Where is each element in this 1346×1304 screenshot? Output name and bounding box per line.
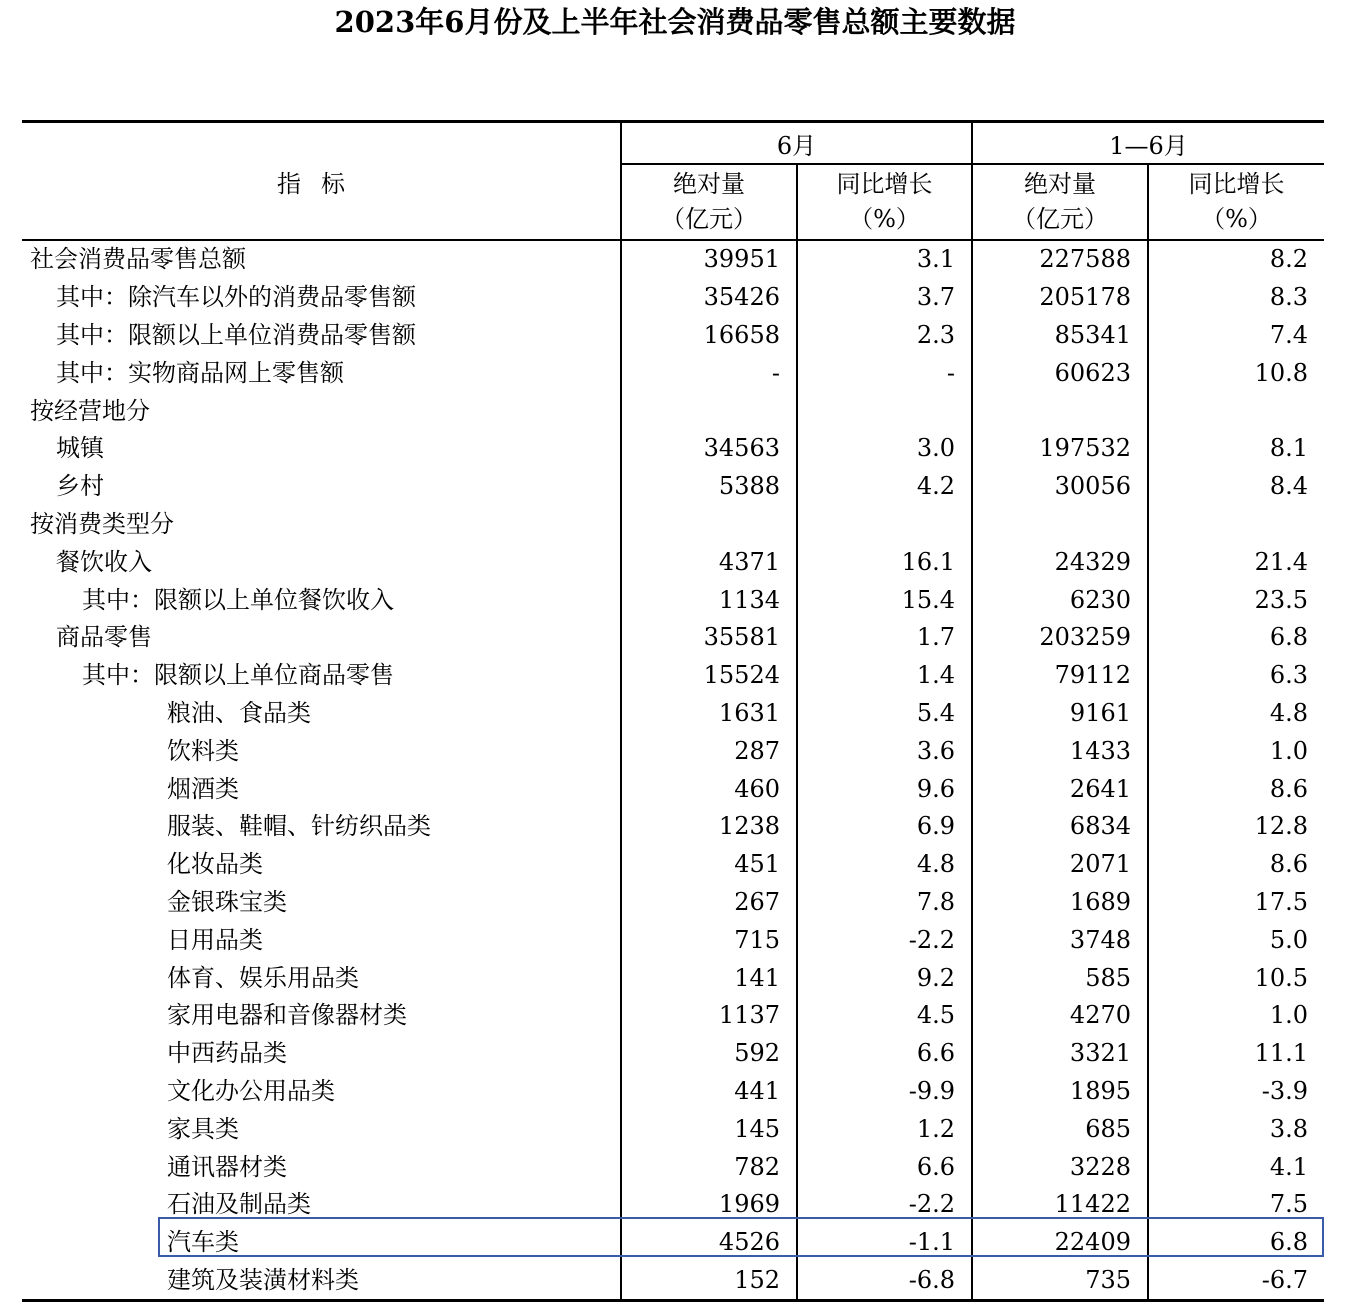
june-abs-cell: 35426: [621, 279, 797, 317]
row-indicator-name: 社会消费品零售总额: [22, 240, 621, 279]
june-abs-cell: 39951: [621, 240, 797, 279]
table-row: [22, 619, 1324, 657]
h1-abs-cell: 3228: [972, 1148, 1148, 1186]
june-yoy-cell: -2.2: [797, 1186, 972, 1224]
june-abs-cell: 782: [621, 1148, 797, 1186]
h1-abs-cell: 2071: [972, 846, 1148, 884]
table-row: [22, 354, 1324, 392]
h1-abs-cell: 30056: [972, 468, 1148, 506]
h1-abs-cell: 79112: [972, 657, 1148, 695]
row-indicator-name: 其中：限额以上单位餐饮收入: [22, 581, 621, 619]
yoy-unit: （%）: [849, 205, 920, 233]
h1-group-header: 1—6月: [972, 122, 1324, 165]
table-row: [22, 884, 1324, 922]
row-indicator-name: 城镇: [22, 430, 621, 468]
june-yoy-cell: 9.6: [797, 770, 972, 808]
h1-abs-cell: 6834: [972, 808, 1148, 846]
june-abs-cell: 441: [621, 1073, 797, 1111]
h1-abs-cell: 1895: [972, 1073, 1148, 1111]
june-abs-cell: 451: [621, 846, 797, 884]
table-row: [22, 392, 1324, 430]
june-abs-cell: 287: [621, 732, 797, 770]
table-row: [22, 657, 1324, 695]
h1-yoy-cell: 8.4: [1269, 472, 1309, 501]
june-yoy-cell: 1.4: [797, 657, 972, 695]
table-row: [22, 430, 1324, 468]
h1-abs-cell: 205178: [972, 279, 1148, 317]
june-group-header: 6月: [621, 122, 972, 165]
june-yoy-cell: -2.2: [797, 921, 972, 959]
june-yoy-cell: 4.5: [797, 997, 972, 1035]
table-row: [22, 1035, 1324, 1073]
row-indicator-name: 化妆品类: [22, 846, 621, 884]
h1-yoy-cell: 3.8: [1269, 1114, 1309, 1143]
h1-abs-cell: 197532: [972, 430, 1148, 468]
h1-yoy-cell: 17.5: [1254, 887, 1309, 916]
table-row: [22, 959, 1324, 997]
table-row: [22, 543, 1324, 581]
h1-abs-cell: 585: [972, 959, 1148, 997]
abs-unit: （亿元）: [661, 205, 757, 233]
june-yoy-cell: 7.8: [797, 884, 972, 922]
h1-abs-cell: 3321: [972, 1035, 1148, 1073]
june-yoy-cell: -1.1: [797, 1224, 972, 1262]
row-indicator-name: 家具类: [22, 1110, 621, 1148]
h1-abs-header: [972, 164, 1148, 240]
june-yoy-cell: 3.6: [797, 732, 972, 770]
h1-abs-cell: 60623: [972, 354, 1148, 392]
page-title: 2023年6月份及上半年社会消费品零售总额主要数据: [334, 5, 1016, 39]
h1-abs-cell: 1433: [972, 732, 1148, 770]
h1-yoy-cell: 8.6: [1269, 774, 1309, 803]
june-yoy-cell: 6.6: [797, 1148, 972, 1186]
table-body: [22, 240, 1324, 1301]
row-indicator-name: 其中：限额以上单位商品零售: [22, 657, 621, 695]
row-indicator-name: 石油及制品类: [22, 1186, 621, 1224]
june-abs-header: [621, 164, 797, 240]
h1-yoy-cell: 8.1: [1269, 434, 1309, 463]
june-abs-cell: 1969: [621, 1186, 797, 1224]
june-yoy-cell: 3.0: [797, 430, 972, 468]
row-indicator-name: 粮油、食品类: [22, 695, 621, 733]
june-abs-cell: 1137: [621, 997, 797, 1035]
june-abs-cell: 460: [621, 770, 797, 808]
june-abs-cell: 34563: [621, 430, 797, 468]
june-yoy-cell: 4.2: [797, 468, 972, 506]
h1-abs-cell: [972, 392, 1148, 430]
retail-sales-table: [22, 120, 1324, 1302]
h1-abs-cell: 735: [972, 1262, 1148, 1301]
june-abs-cell: 16658: [621, 317, 797, 355]
table-row: [22, 1262, 1324, 1301]
h1-yoy-cell: [1148, 506, 1324, 544]
row-indicator-name: 其中：除汽车以外的消费品零售额: [22, 279, 621, 317]
june-abs-cell: 715: [621, 921, 797, 959]
table-row: [22, 317, 1324, 355]
h1-yoy-cell: 8.3: [1269, 283, 1309, 312]
row-indicator-name: 商品零售: [22, 619, 621, 657]
table-row: [22, 1148, 1324, 1186]
h1-abs-cell: 1689: [972, 884, 1148, 922]
june-abs-cell: 592: [621, 1035, 797, 1073]
table-row: [22, 732, 1324, 770]
table-row: [22, 581, 1324, 619]
h1-abs-cell: 227588: [972, 240, 1148, 279]
june-yoy-cell: -9.9: [797, 1073, 972, 1111]
h1-yoy-cell: 10.8: [1254, 358, 1309, 387]
row-indicator-name: 通讯器材类: [22, 1148, 621, 1186]
h1-abs-cell: 2641: [972, 770, 1148, 808]
june-abs-cell: 152: [621, 1262, 797, 1301]
row-indicator-name: 按消费类型分: [22, 506, 621, 544]
june-abs-cell: -: [621, 354, 797, 392]
h1-yoy-cell: 12.8: [1254, 812, 1309, 841]
june-yoy-cell: -: [797, 354, 972, 392]
row-indicator-name: 文化办公用品类: [22, 1073, 621, 1111]
h1-yoy-cell: 7.5: [1269, 1190, 1309, 1219]
h1-yoy-cell: 4.1: [1269, 1152, 1309, 1181]
h1-abs-cell: 11422: [972, 1186, 1148, 1224]
row-indicator-name: 体育、娱乐用品类: [22, 959, 621, 997]
june-abs-cell: [621, 392, 797, 430]
h1-yoy-cell: 6.8: [1269, 1228, 1309, 1257]
june-yoy-cell: 5.4: [797, 695, 972, 733]
yoy-label: 同比增长: [836, 170, 933, 198]
june-abs-cell: 5388: [621, 468, 797, 506]
june-yoy-cell: 15.4: [797, 581, 972, 619]
june-abs-cell: 4526: [621, 1224, 797, 1262]
table-header: [22, 122, 1324, 241]
june-yoy-cell: 6.9: [797, 808, 972, 846]
table-row: [22, 506, 1324, 544]
row-indicator-name: 日用品类: [22, 921, 621, 959]
row-indicator-name: 中西药品类: [22, 1035, 621, 1073]
h1-yoy-cell: 6.8: [1269, 623, 1309, 652]
h1-yoy-cell: 1.0: [1269, 736, 1309, 765]
june-yoy-header: [797, 164, 972, 240]
h1-yoy-cell: 21.4: [1254, 547, 1309, 576]
h1-yoy-cell: -6.7: [1148, 1262, 1324, 1301]
h1-yoy-header: [1148, 164, 1324, 240]
row-indicator-name: 按经营地分: [22, 392, 621, 430]
june-abs-cell: 141: [621, 959, 797, 997]
h1-abs-cell: 22409: [972, 1224, 1148, 1262]
june-yoy-cell: 4.8: [797, 846, 972, 884]
june-yoy-cell: 2.3: [797, 317, 972, 355]
june-abs-cell: 4371: [621, 543, 797, 581]
june-abs-cell: [621, 506, 797, 544]
june-yoy-cell: [797, 506, 972, 544]
row-indicator-name: 建筑及装潢材料类: [22, 1262, 621, 1301]
h1-yoy-cell: 4.8: [1269, 698, 1309, 727]
june-yoy-cell: 16.1: [797, 543, 972, 581]
june-abs-cell: 35581: [621, 619, 797, 657]
yoy-label: 同比增长: [1188, 170, 1285, 198]
table-row: [22, 1073, 1324, 1111]
h1-abs-cell: 4270: [972, 997, 1148, 1035]
row-indicator-name: 金银珠宝类: [22, 884, 621, 922]
table-row: [22, 1186, 1324, 1224]
row-indicator-name: 服装、鞋帽、针纺织品类: [22, 808, 621, 846]
h1-yoy-cell: [1148, 392, 1324, 430]
yoy-unit: （%）: [1201, 205, 1272, 233]
june-abs-cell: 1134: [621, 581, 797, 619]
row-indicator-name: 餐饮收入: [22, 543, 621, 581]
h1-yoy-cell: 11.1: [1254, 1039, 1309, 1068]
table-row: [22, 1110, 1324, 1148]
row-indicator-name: 其中：限额以上单位消费品零售额: [22, 317, 621, 355]
table-row: [22, 1224, 1324, 1262]
table-row: [22, 240, 1324, 279]
abs-unit: （亿元）: [1012, 205, 1108, 233]
row-indicator-name: 烟酒类: [22, 770, 621, 808]
row-indicator-name: 乡村: [22, 468, 621, 506]
row-indicator-name: 汽车类: [22, 1224, 621, 1262]
h1-abs-cell: 3748: [972, 921, 1148, 959]
h1-abs-cell: 6230: [972, 581, 1148, 619]
h1-yoy-cell: 1.0: [1269, 1001, 1309, 1030]
june-yoy-cell: [797, 392, 972, 430]
h1-abs-cell: 685: [972, 1110, 1148, 1148]
june-yoy-cell: 3.1: [797, 240, 972, 279]
row-indicator-name: 其中：实物商品网上零售额: [22, 354, 621, 392]
june-abs-cell: 145: [621, 1110, 797, 1148]
table-row: [22, 997, 1324, 1035]
june-yoy-cell: 1.7: [797, 619, 972, 657]
h1-abs-cell: 24329: [972, 543, 1148, 581]
h1-abs-cell: [972, 506, 1148, 544]
june-yoy-cell: 3.7: [797, 279, 972, 317]
h1-yoy-cell: 6.3: [1269, 661, 1309, 690]
june-abs-cell: 1238: [621, 808, 797, 846]
table-row: [22, 695, 1324, 733]
h1-abs-cell: 85341: [972, 317, 1148, 355]
june-abs-cell: 15524: [621, 657, 797, 695]
h1-yoy-cell: 5.0: [1269, 925, 1309, 954]
abs-label: 绝对量: [673, 170, 745, 198]
june-yoy-cell: -6.8: [797, 1262, 972, 1301]
h1-abs-cell: 203259: [972, 619, 1148, 657]
table-row: [22, 770, 1324, 808]
june-yoy-cell: 6.6: [797, 1035, 972, 1073]
row-indicator-name: 饮料类: [22, 732, 621, 770]
h1-yoy-cell: 8.6: [1269, 850, 1309, 879]
h1-yoy-cell: 8.2: [1269, 245, 1309, 274]
h1-yoy-cell: 7.4: [1269, 320, 1309, 349]
june-abs-cell: 267: [621, 884, 797, 922]
june-yoy-cell: 9.2: [797, 959, 972, 997]
h1-abs-cell: 9161: [972, 695, 1148, 733]
table-row: [22, 808, 1324, 846]
table-row: [22, 921, 1324, 959]
h1-yoy-cell: -3.9: [1261, 1076, 1309, 1105]
june-abs-cell: 1631: [621, 695, 797, 733]
table-row: [22, 468, 1324, 506]
june-yoy-cell: 1.2: [797, 1110, 972, 1148]
table-row: [22, 846, 1324, 884]
row-indicator-name: 家用电器和音像器材类: [22, 997, 621, 1035]
h1-yoy-cell: 23.5: [1254, 585, 1309, 614]
table-row: [22, 279, 1324, 317]
h1-yoy-cell: 10.5: [1254, 963, 1309, 992]
indicator-header: 指标: [22, 122, 621, 241]
abs-label: 绝对量: [1024, 170, 1096, 198]
